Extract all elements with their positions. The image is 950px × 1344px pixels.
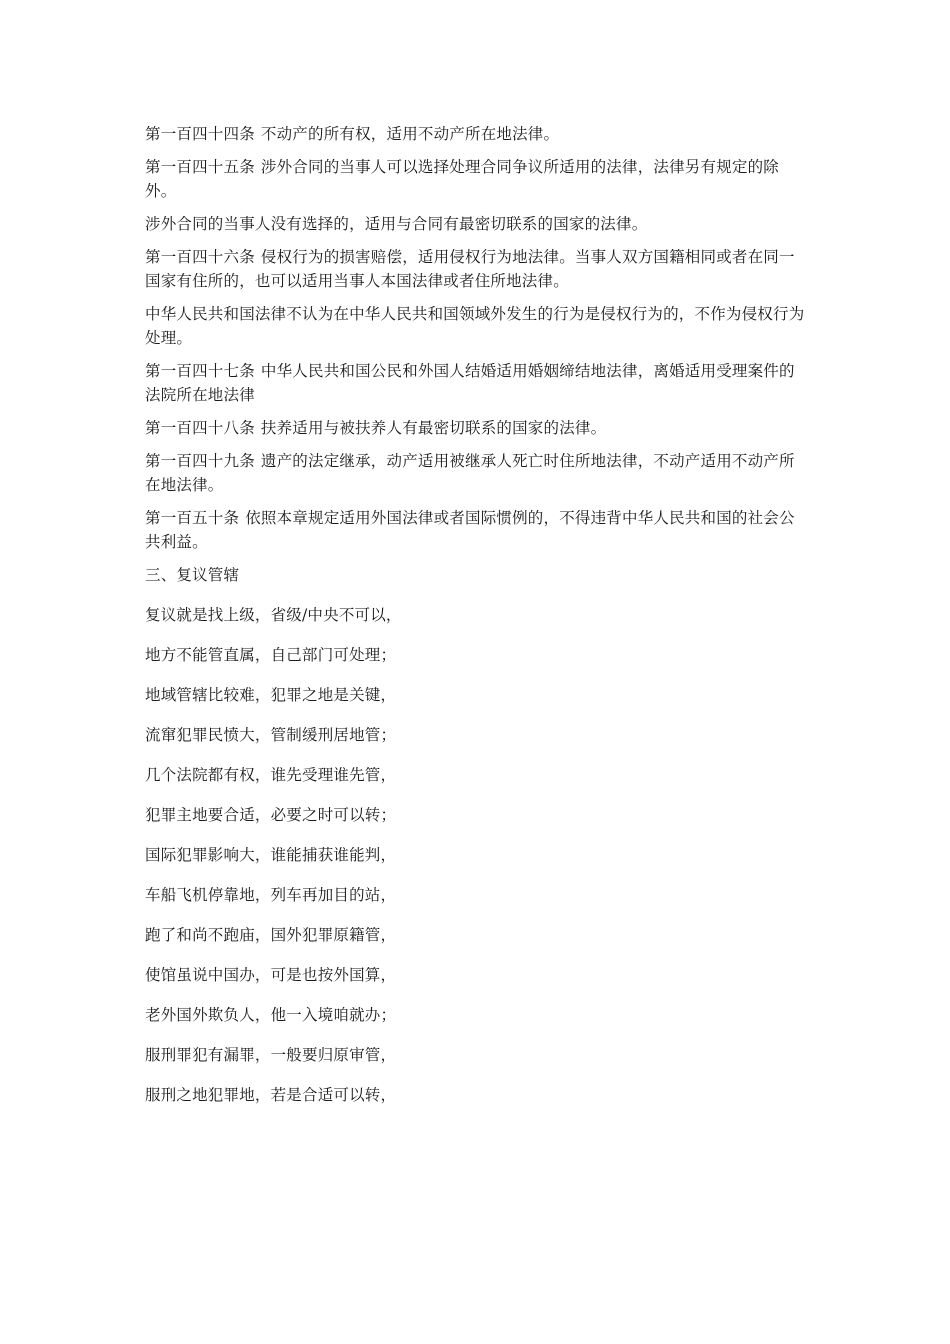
verse-line: 老外国外欺负人，他一入境咱就办； xyxy=(145,1006,397,1024)
article-text: 遗产的法定继承，动产适用被继承人死亡时住所地法律，不动产适用不动产所在地法律。 xyxy=(145,452,795,494)
article-number: 第一百四十四条 xyxy=(145,125,255,143)
verse-line: 服刑罪犯有漏罪，一般要归原审管， xyxy=(145,1046,397,1064)
article-150 xyxy=(145,506,810,554)
verse-line: 犯罪主地要合适，必要之时可以转； xyxy=(145,806,397,824)
article-text: 扶养适用与被扶养人有最密切联系的国家的法律。 xyxy=(260,419,607,437)
article-text: 中华人民共和国公民和外国人结婚适用婚姻缔结地法律，离婚适用受理案件的法院所在地法律 xyxy=(145,362,795,404)
verse-line: 使馆虽说中国办，可是也按外国算， xyxy=(145,966,397,984)
verse-line: 跑了和尚不跑庙，国外犯罪原籍管， xyxy=(145,926,397,944)
article-147 xyxy=(145,359,810,407)
verse-line: 流窜犯罪民愤大，管制缓刑居地管； xyxy=(145,726,397,744)
article-number: 第一百四十五条 xyxy=(145,158,255,176)
section-heading: 三、复议管辖 xyxy=(145,566,240,584)
verse-line: 地域管辖比较难，犯罪之地是关键， xyxy=(145,686,397,704)
article-text: 依照本章规定适用外国法律或者国际惯例的，不得违背中华人民共和国的社会公共利益。 xyxy=(145,509,795,551)
article-149 xyxy=(145,449,810,497)
verse-line: 国际犯罪影响大，谁能捕获谁能判， xyxy=(145,846,397,864)
article-number: 第一百四十六条 xyxy=(145,248,255,266)
article-number: 第一百四十八条 xyxy=(145,419,255,437)
article-number: 第一百五十条 xyxy=(145,509,240,527)
article-number: 第一百四十七条 xyxy=(145,362,255,380)
article-148 xyxy=(145,416,810,440)
article-145-para-2 xyxy=(145,212,810,236)
article-146-para-2 xyxy=(145,302,810,350)
article-text: 涉外合同的当事人没有选择的，适用与合同有最密切联系的国家的法律。 xyxy=(145,215,648,233)
verse-line: 服刑之地犯罪地，若是合适可以转， xyxy=(145,1086,397,1104)
article-text: 侵权行为的损害赔偿，适用侵权行为地法律。当事人双方国籍相同或者在同一国家有住所的，也可以适用当事人本国法律或者住所地法律。 xyxy=(145,248,795,290)
article-145 xyxy=(145,155,810,203)
article-text: 涉外合同的当事人可以选择处理合同争议所适用的法律，法律另有规定的除外。 xyxy=(145,158,780,200)
verse-line: 地方不能管直属，自己部门可处理； xyxy=(145,646,397,664)
verse-line: 几个法院都有权，谁先受理谁先管， xyxy=(145,766,397,784)
article-text: 中华人民共和国法律不认为在中华人民共和国领域外发生的行为是侵权行为的，不作为侵权行为处理。 xyxy=(145,305,805,347)
verse-line: 车船飞机停靠地，列车再加目的站， xyxy=(145,886,397,904)
article-146 xyxy=(145,245,810,293)
article-144 xyxy=(145,122,810,146)
article-text: 不动产的所有权，适用不动产所在地法律。 xyxy=(260,125,560,143)
article-number: 第一百四十九条 xyxy=(145,452,255,470)
document-page xyxy=(145,122,810,1123)
verse-line: 复议就是找上级，省级/中央不可以， xyxy=(145,606,402,624)
